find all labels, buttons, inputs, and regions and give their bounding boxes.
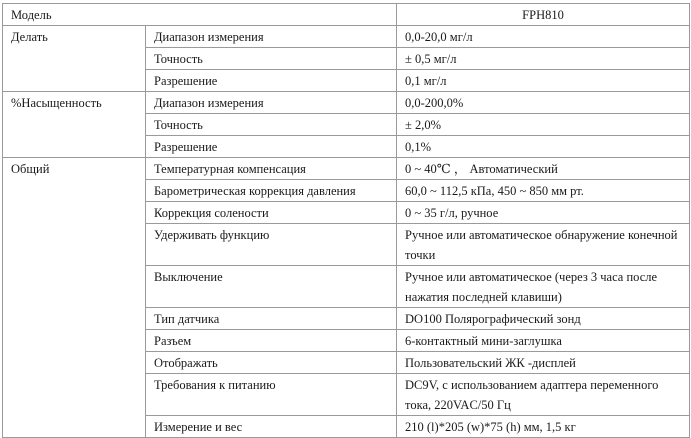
param-value: 0 ~ 40℃ ， Автоматический <box>397 158 690 180</box>
param-value: 60,0 ~ 112,5 кПа, 450 ~ 850 мм рт. <box>397 180 690 202</box>
param-name: Температурная компенсация <box>146 158 397 180</box>
param-name: Требования к питанию <box>146 374 397 416</box>
group-label-do: Делать <box>3 26 146 92</box>
param-value: 0,1% <box>397 136 690 158</box>
model-label: Модель <box>3 4 397 26</box>
param-value: Ручное или автоматическое обнаружение конечной точки <box>397 224 690 266</box>
param-value: 0,0-20,0 мг/л <box>397 26 690 48</box>
spec-table <box>2 3 690 438</box>
param-value: 0,0-200,0% <box>397 92 690 114</box>
param-value: 210 (l)*205 (w)*75 (h) мм, 1,5 кг <box>397 416 690 438</box>
param-name: Разрешение <box>146 136 397 158</box>
table-row <box>3 26 690 48</box>
param-value: Пользовательский ЖК -дисплей <box>397 352 690 374</box>
param-value: DC9V, с использованием адаптера переменного тока, 220VAC/50 Гц <box>397 374 690 416</box>
param-value: DO100 Полярографический зонд <box>397 308 690 330</box>
param-value: Ручное или автоматическое (через 3 часа после нажатия последней клавиши) <box>397 266 690 308</box>
table-row-model <box>3 4 690 26</box>
param-name: Разъем <box>146 330 397 352</box>
param-value: 0,1 мг/л <box>397 70 690 92</box>
param-name: Отображать <box>146 352 397 374</box>
param-name: Коррекция солености <box>146 202 397 224</box>
table-row <box>3 158 690 180</box>
param-value: 6-контактный мини-заглушка <box>397 330 690 352</box>
group-label-saturation: %Насыщенность <box>3 92 146 158</box>
param-value: ± 2,0% <box>397 114 690 136</box>
param-name: Точность <box>146 48 397 70</box>
param-name: Разрешение <box>146 70 397 92</box>
param-name: Выключение <box>146 266 397 308</box>
model-value: FPH810 <box>397 4 690 26</box>
param-name: Тип датчика <box>146 308 397 330</box>
param-name: Удерживать функцию <box>146 224 397 266</box>
param-name: Диапазон измерения <box>146 26 397 48</box>
table-row <box>3 92 690 114</box>
param-name: Измерение и вес <box>146 416 397 438</box>
param-name: Барометрическая коррекция давления <box>146 180 397 202</box>
param-value: 0 ~ 35 г/л, ручное <box>397 202 690 224</box>
param-name: Диапазон измерения <box>146 92 397 114</box>
param-name: Точность <box>146 114 397 136</box>
param-value: ± 0,5 мг/л <box>397 48 690 70</box>
group-label-general: Общий <box>3 158 146 438</box>
